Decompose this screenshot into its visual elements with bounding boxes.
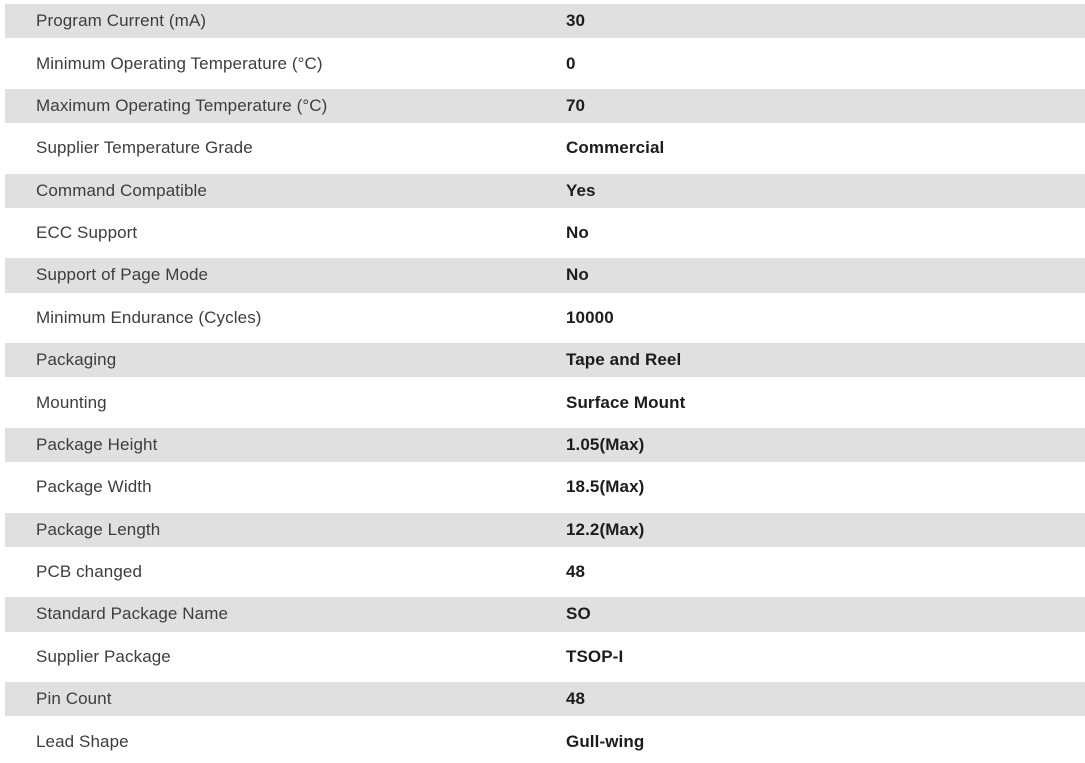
spec-attribute-label: Supplier Temperature Grade — [36, 138, 253, 158]
spec-attribute-value: No — [566, 223, 589, 243]
spec-attribute-label: Minimum Operating Temperature (°C) — [36, 53, 323, 73]
table-row-2 — [0, 85, 1085, 127]
table-row-14 — [0, 593, 1085, 635]
spec-attribute-label: Mounting — [36, 392, 107, 412]
table-row-8 — [0, 339, 1085, 381]
spec-attribute-label: Supplier Package — [36, 646, 171, 666]
table-row-15 — [0, 636, 1085, 678]
table-row-13 — [0, 551, 1085, 593]
spec-attribute-label: Lead Shape — [36, 731, 129, 751]
spec-attribute-value: 1.05(Max) — [566, 434, 645, 454]
table-row-17 — [0, 720, 1085, 762]
spec-attribute-value: 0 — [566, 53, 576, 73]
spec-attribute-label: Command Compatible — [36, 180, 207, 200]
spec-attribute-label: Minimum Endurance (Cycles) — [36, 307, 262, 327]
table-row-16 — [0, 678, 1085, 720]
table-row-10 — [0, 424, 1085, 466]
spec-attribute-label: Package Width — [36, 477, 152, 497]
table-row-9 — [0, 381, 1085, 423]
table-row-11 — [0, 466, 1085, 508]
spec-attribute-value: Surface Mount — [566, 392, 686, 412]
spec-attribute-value: Yes — [566, 180, 596, 200]
table-row-5 — [0, 212, 1085, 254]
table-row-6 — [0, 254, 1085, 296]
spec-attribute-value: SO — [566, 604, 591, 624]
spec-attribute-label: Pin Count — [36, 689, 112, 709]
spec-attribute-value: 48 — [566, 689, 586, 709]
spec-attribute-value: 48 — [566, 562, 586, 582]
spec-attribute-value: 30 — [566, 11, 586, 31]
spec-attribute-label: Maximum Operating Temperature (°C) — [36, 95, 328, 115]
table-row-12 — [0, 509, 1085, 551]
spec-attribute-label: Support of Page Mode — [36, 265, 209, 285]
table-row-3 — [0, 127, 1085, 169]
spec-attribute-value: Commercial — [566, 138, 665, 158]
spec-attribute-label: Packaging — [36, 350, 117, 370]
table-row-1 — [0, 42, 1085, 84]
table-row-4 — [0, 170, 1085, 212]
spec-attribute-label: Program Current (mA) — [36, 11, 207, 31]
spec-attribute-value: Gull-wing — [566, 731, 645, 751]
spec-attribute-label: ECC Support — [36, 223, 138, 243]
spec-attribute-label: Package Length — [36, 519, 161, 539]
table-row-0 — [0, 0, 1085, 42]
spec-attribute-value: Tape and Reel — [566, 350, 682, 370]
spec-attribute-value: TSOP-I — [566, 646, 624, 666]
spec-attribute-value: No — [566, 265, 589, 285]
spec-attribute-label: Package Height — [36, 434, 158, 454]
spec-attribute-label: Standard Package Name — [36, 604, 229, 624]
spec-attribute-label: PCB changed — [36, 562, 143, 582]
table-row-7 — [0, 297, 1085, 339]
spec-attribute-value: 12.2(Max) — [566, 519, 645, 539]
spec-attribute-value: 18.5(Max) — [566, 477, 645, 497]
spec-attribute-value: 70 — [566, 95, 586, 115]
spec-attribute-value: 10000 — [566, 307, 614, 327]
